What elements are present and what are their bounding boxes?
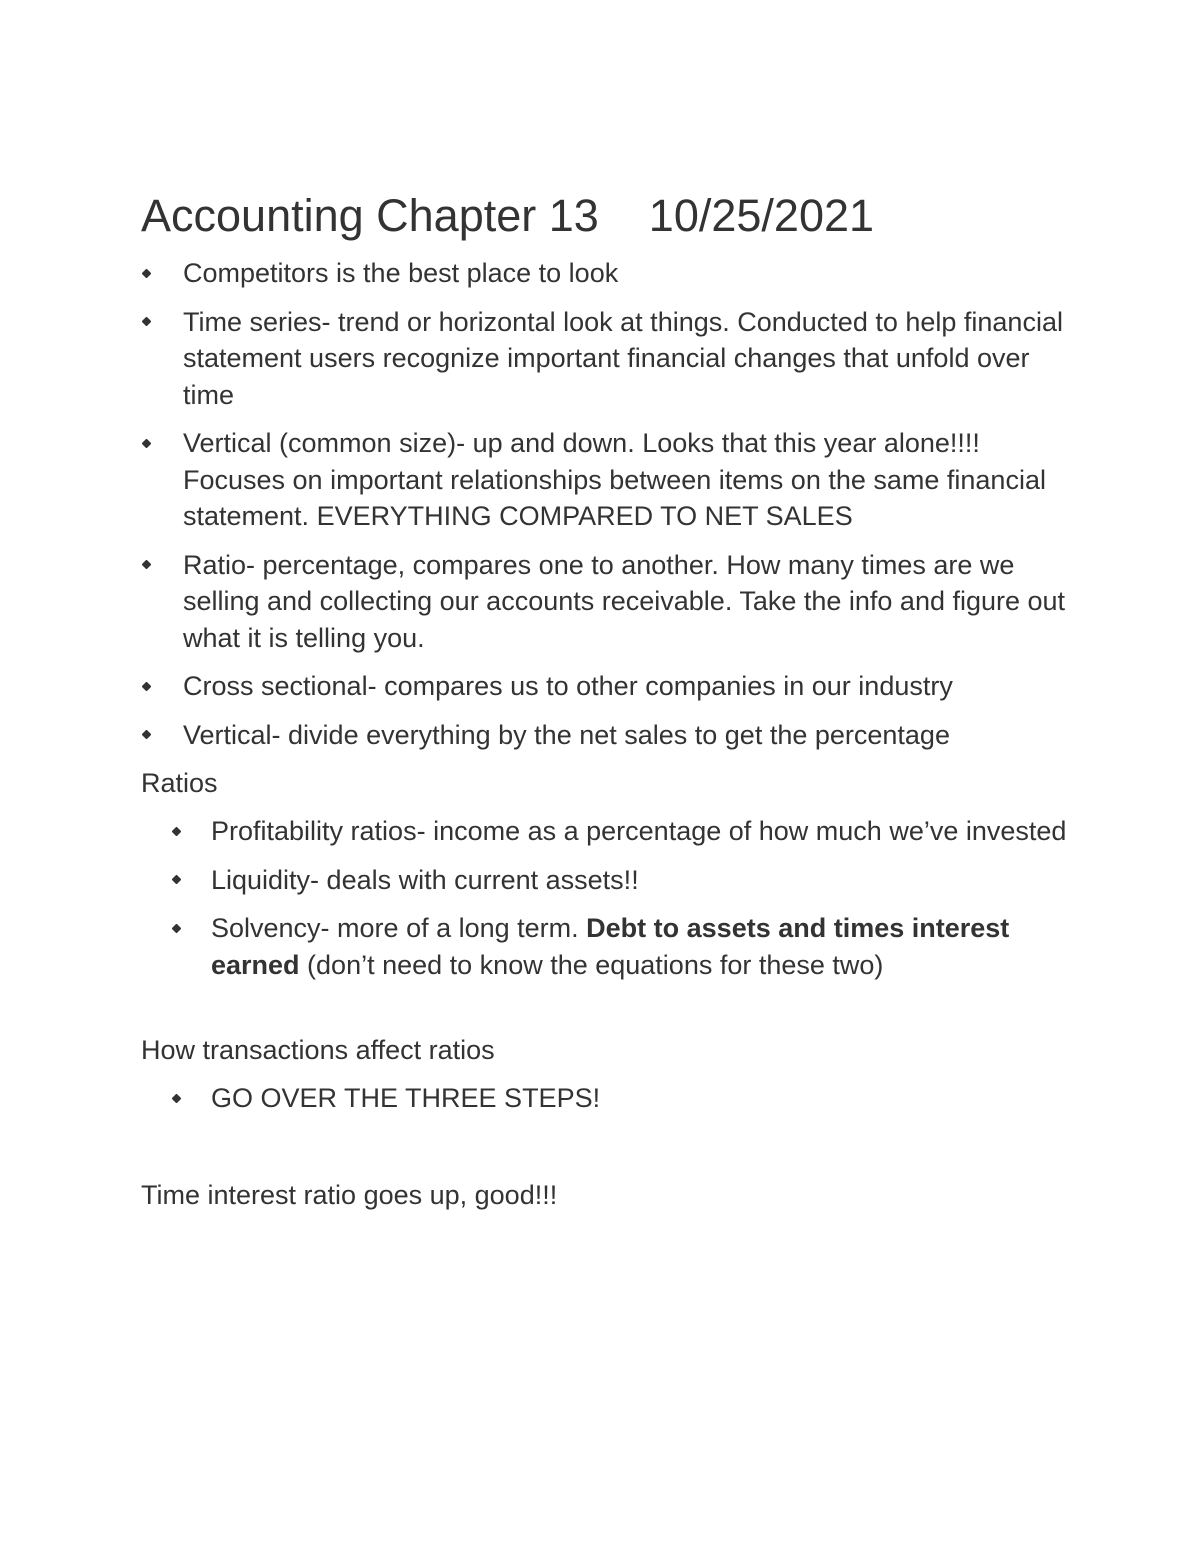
solvency-suffix: (don’t need to know the equations for these two)	[299, 949, 884, 980]
list-item	[170, 910, 1090, 983]
bullet-icon	[141, 547, 151, 584]
list-item-text: Cross sectional- compares us to other companies in our industry	[183, 671, 953, 701]
transactions-list	[170, 1080, 1090, 1117]
ratios-list	[170, 813, 1090, 995]
document-title: Accounting Chapter 13 10/25/2021	[141, 190, 875, 241]
bullet-icon	[171, 813, 181, 850]
list-item	[170, 862, 1090, 899]
closing-note: Time interest ratio goes up, good!!!	[141, 1180, 558, 1210]
solvency-emphasis: Debt to assets and times interest earned	[211, 913, 1010, 980]
list-item-text: Time series- trend or horizontal look at things. Conducted to help financial statement users recognize important financial changes that unfold over time	[183, 306, 1063, 410]
list-item	[141, 668, 1081, 705]
analysis-list	[141, 255, 1081, 765]
list-item	[141, 255, 1081, 292]
bullet-icon	[171, 910, 181, 947]
bullet-icon	[141, 255, 151, 292]
list-item	[141, 304, 1081, 414]
bullet-icon	[141, 425, 151, 462]
bullet-icon	[141, 304, 151, 341]
list-item-text: Vertical- divide everything by the net sales to get the percentage	[183, 719, 950, 750]
list-item	[141, 547, 1081, 657]
bullet-icon	[171, 862, 181, 899]
list-item-text: Liquidity- deals with current assets!!	[211, 864, 639, 895]
bullet-icon	[171, 1080, 181, 1117]
list-item-text: Profitability ratios- income as a percentage of how much we’ve invested	[211, 816, 1067, 846]
list-item	[170, 1080, 1090, 1117]
bullet-icon	[141, 717, 151, 754]
list-item	[170, 813, 1090, 850]
list-item-text: Ratio- percentage, compares one to another. How many times are we selling and collecting our accounts receivable. Take the info and figure out what it is telling you.	[183, 549, 1066, 653]
list-item	[141, 717, 1081, 754]
list-item-text	[211, 913, 1009, 980]
list-item	[141, 425, 1081, 535]
ratios-heading: Ratios	[141, 768, 218, 798]
list-item-text: GO OVER THE THREE STEPS!	[211, 1083, 601, 1113]
list-item-text: Competitors is the best place to look	[183, 258, 619, 288]
bullet-icon	[141, 668, 151, 705]
solvency-prefix: Solvency- more of a long term.	[211, 913, 587, 943]
list-item-text: Vertical (common size)- up and down. Looks that this year alone!!!! Focuses on important relationships between items on the same financial statement. EVERYTHING COMPARED TO NET SALES	[183, 428, 1046, 531]
transactions-heading: How transactions affect ratios	[141, 1035, 495, 1065]
